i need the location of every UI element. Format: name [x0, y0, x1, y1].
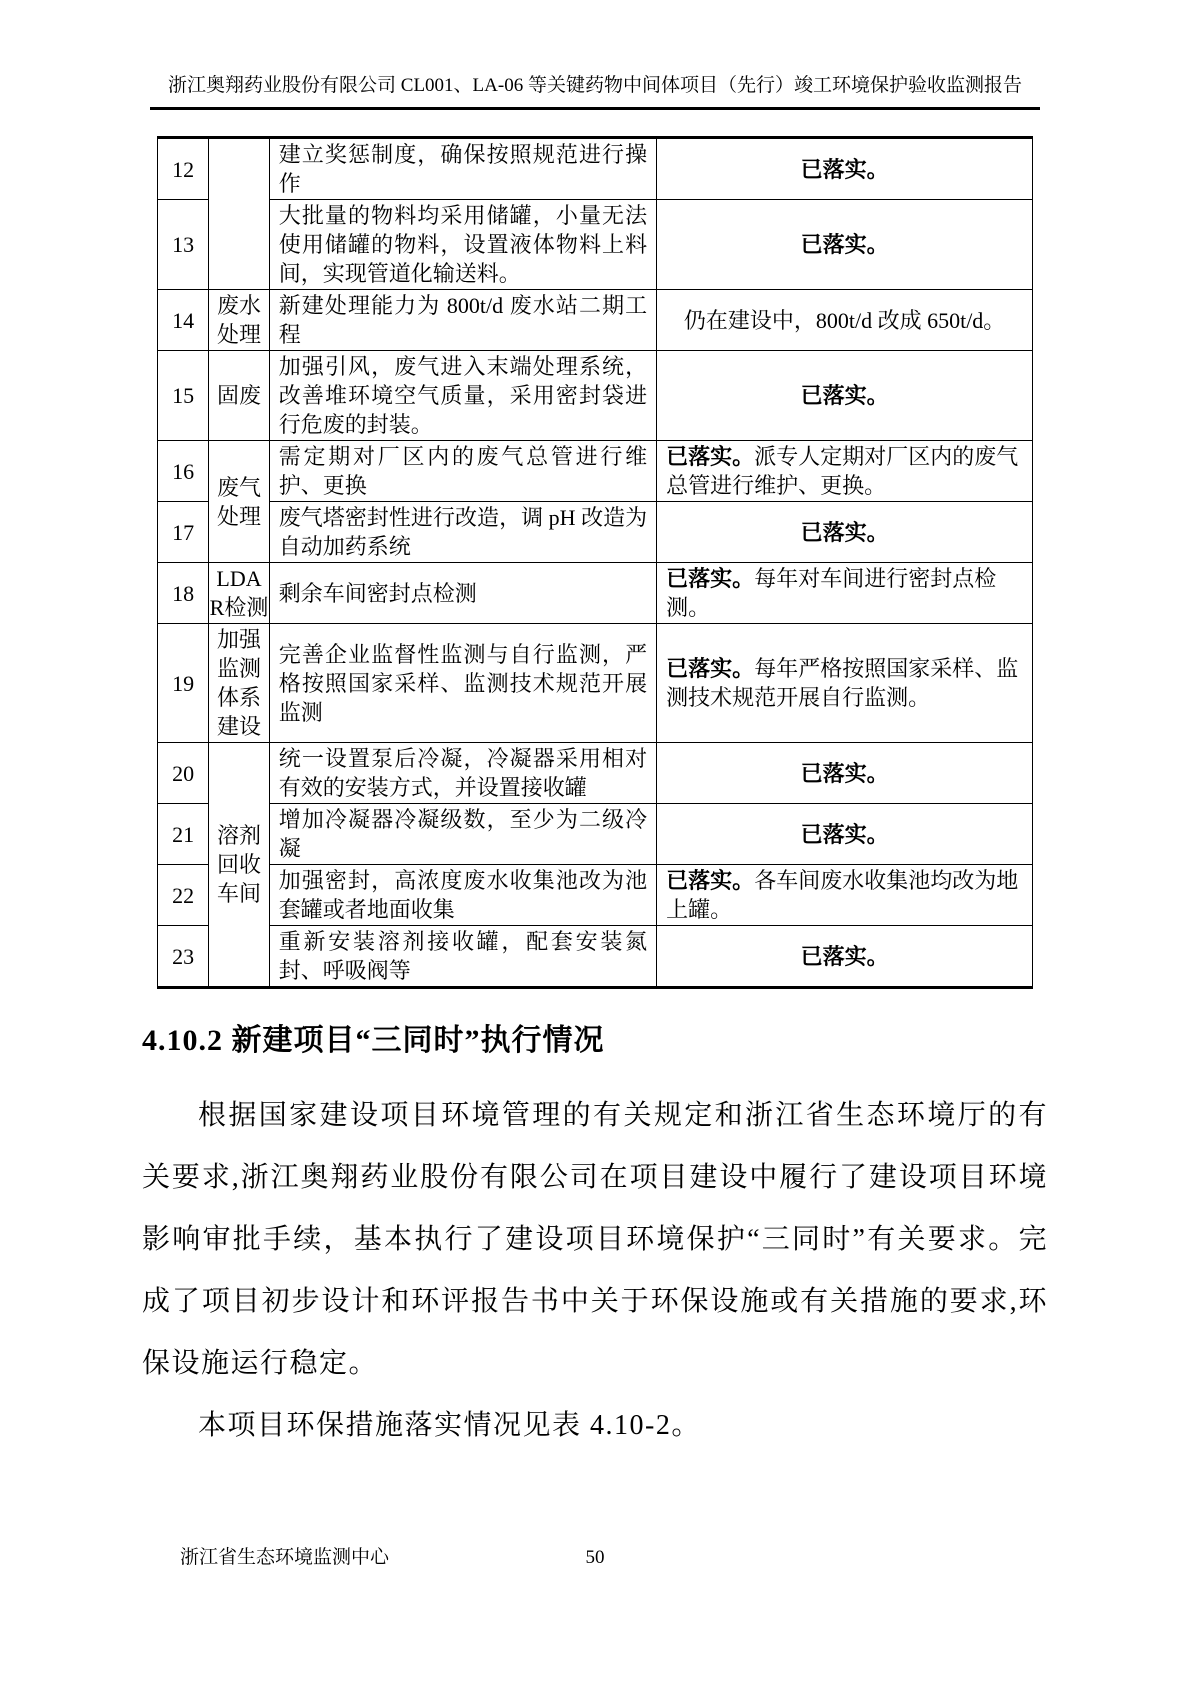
status-bold: 已落实。: [800, 156, 889, 182]
status-cell: [657, 502, 1033, 563]
row-number-cell: 16: [158, 441, 209, 502]
status-cell: [657, 804, 1033, 865]
row-number-cell: 15: [158, 351, 209, 441]
row-number-cell: 21: [158, 804, 209, 865]
table-row: [158, 200, 1033, 290]
status-cell: [657, 351, 1033, 441]
measure-cell: 加强引风，废气进入末端处理系统，改善堆环境空气质量，采用密封袋进行危废的封装。: [269, 351, 656, 441]
status-text: 每年对车间进行密封点检测。: [666, 566, 997, 620]
row-number-cell: 20: [158, 743, 209, 804]
row-number-cell: 14: [158, 290, 209, 351]
measure-cell: 重新安装溶剂接收罐，配套安装氮封、呼吸阀等: [269, 926, 656, 988]
table-row: [158, 804, 1033, 865]
status-bold: 已落实。: [800, 383, 889, 408]
status-text: 每年严格按照国家采样、监测技术规范开展自行监测。: [666, 656, 1019, 710]
measure-cell: 完善企业监督性监测与自行监测，严格按照国家采样、监测技术规范开展监测: [269, 624, 656, 743]
row-number-cell: 13: [158, 200, 209, 290]
category-cell: 废气处理: [209, 441, 269, 563]
status-cell: [657, 138, 1033, 200]
page-content: [142, 136, 1048, 1457]
table-row: [158, 502, 1033, 563]
body-paragraph: 根据国家建设项目环境管理的有关规定和浙江省生态环境厅的有关要求,浙江奥翔药业股份有限公司在项目建设中履行了建设项目环境影响审批手续，基本执行了建设项目环境保护“三同时”有关要求。完成了项目初步设计和环评报告书中关于环保设施或有关措施的要求,环保设施运行稳定。: [142, 1100, 1048, 1379]
row-number-cell: 12: [158, 138, 209, 200]
category-cell: [209, 138, 269, 290]
table-row: [158, 563, 1033, 624]
measure-cell: 增加冷凝器冷凝级数，至少为二级冷凝: [269, 804, 656, 865]
status-bold: 已落实。: [666, 656, 755, 681]
measure-cell: 加强密封，高浓度废水收集池改为池套罐或者地面收集: [269, 865, 656, 926]
status-bold: 已落实。: [800, 232, 889, 257]
status-text: 派专人定期对厂区内的废气总管进行维护、更换。: [666, 444, 1019, 498]
measure-cell: 需定期对厂区内的废气总管进行维护、更换: [269, 441, 656, 502]
page-number: 50: [585, 1547, 605, 1568]
status-text: 各车间废水收集池均改为地上罐。: [666, 868, 1019, 922]
status-cell: [657, 865, 1033, 926]
category-cell: 固废: [209, 351, 269, 441]
measure-cell: 剩余车间密封点检测: [269, 563, 656, 624]
status-cell: [657, 743, 1033, 804]
status-cell: [657, 563, 1033, 624]
measures-table: [157, 136, 1033, 989]
table-row: [158, 290, 1033, 351]
measure-cell: 废气塔密封性进行改造，调 pH 改造为自动加药系统: [269, 502, 656, 563]
table-row: [158, 441, 1033, 502]
category-cell: 溶剂回收车间: [209, 743, 269, 988]
table-row: [158, 624, 1033, 743]
table-row: [158, 138, 1033, 200]
row-number-cell: 23: [158, 926, 209, 988]
category-cell: LDAR检测: [209, 563, 269, 624]
measure-cell: 统一设置泵后冷凝，冷凝器采用相对有效的安装方式，并设置接收罐: [269, 743, 656, 804]
status-bold: 已落实。: [666, 444, 755, 469]
row-number-cell: 19: [158, 624, 209, 743]
footer-org: 浙江省生态环境监测中心: [180, 1547, 390, 1568]
row-number-cell: 22: [158, 865, 209, 926]
status-cell: [657, 624, 1033, 743]
section-heading: 4.10.2 新建项目“三同时”执行情况: [142, 1024, 605, 1057]
measure-cell: 建立奖惩制度，确保按照规范进行操作: [269, 138, 656, 200]
status-bold: 已落实。: [666, 868, 755, 893]
row-number-cell: 17: [158, 502, 209, 563]
status-bold: 已落实。: [800, 943, 889, 969]
report-title: 浙江奥翔药业股份有限公司 CL001、LA-06 等关键药物中间体项目（先行）竣工环境保护验收监测报告: [168, 75, 1022, 96]
status-cell: [657, 290, 1033, 351]
body-paragraph: 本项目环保措施落实情况见表 4.10-2。: [198, 1410, 701, 1441]
measure-cell: 新建处理能力为 800t/d 废水站二期工程: [269, 290, 656, 351]
row-number-cell: 18: [158, 563, 209, 624]
table-row: [158, 743, 1033, 804]
table-row: [158, 351, 1033, 441]
table-row: [158, 865, 1033, 926]
status-bold: 已落实。: [800, 821, 889, 847]
category-cell: 加强监测体系建设: [209, 624, 269, 743]
table-row: [158, 926, 1033, 988]
status-cell: [657, 441, 1033, 502]
status-cell: [657, 200, 1033, 290]
status-cell: [657, 926, 1033, 988]
status-bold: 已落实。: [666, 566, 755, 591]
measure-cell: 大批量的物料均采用储罐，小量无法使用储罐的物料，设置液体物料上料间，实现管道化输送料。: [269, 200, 656, 290]
status-text: 仍在建设中，800t/d 改成 650t/d。: [683, 307, 1006, 333]
status-bold: 已落实。: [800, 519, 889, 545]
page-header: [150, 74, 1040, 110]
status-bold: 已落实。: [800, 760, 889, 786]
category-cell: 废水处理: [209, 290, 269, 351]
